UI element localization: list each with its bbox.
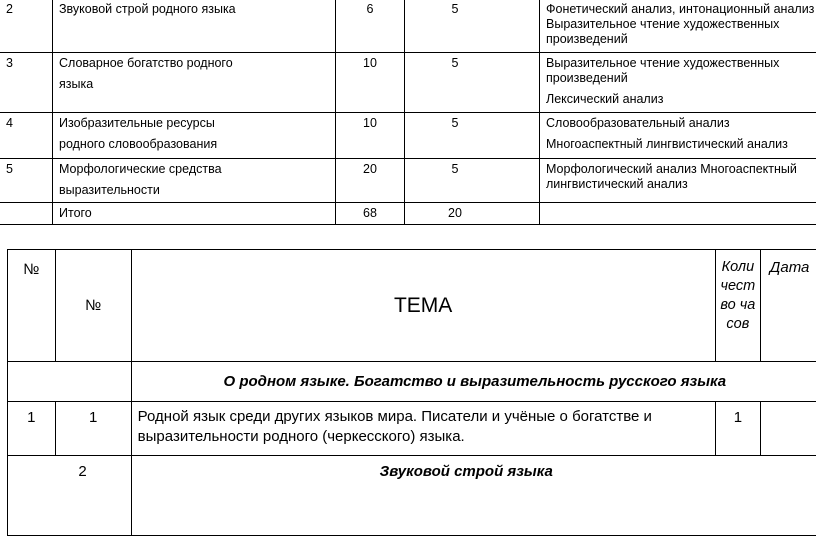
- total-hours: [336, 203, 405, 225]
- row-number: [0, 113, 53, 159]
- total-hours-text: 10: [363, 116, 377, 130]
- section-name-line: родного словообразования: [59, 137, 331, 152]
- lesson-number-2: 1: [55, 402, 131, 456]
- activity-form-line: Морфологический анализ Многоаспектный лингвистический анализ: [546, 162, 816, 192]
- row-number-text: 3: [6, 56, 13, 70]
- total-hours-text: 20: [363, 162, 377, 176]
- activity-forms: [540, 0, 816, 53]
- table-row: [0, 0, 816, 53]
- activity-forms: [540, 113, 816, 159]
- total-hours: [336, 0, 405, 53]
- section-name-line: Итого: [59, 206, 331, 221]
- total-hours-text: 68: [363, 206, 377, 220]
- hours-second-text: 20: [448, 206, 462, 220]
- section-name-line: Звуковой строй родного языка: [59, 2, 331, 17]
- total-hours: [336, 113, 405, 159]
- table-row: [0, 53, 816, 113]
- subsection-number: 2: [8, 456, 132, 536]
- section-name-line: Изобразительные ресурсы: [59, 116, 331, 131]
- table-row: [0, 159, 816, 203]
- total-hours: [336, 53, 405, 113]
- activity-form-line: Фонетический анализ, интонационный анализ Выразительное чтение художественных произведений: [546, 2, 816, 47]
- total-hours-text: 10: [363, 56, 377, 70]
- section-name: [53, 203, 336, 225]
- activity-forms: [540, 203, 816, 225]
- table-thematic-plan: [7, 249, 816, 536]
- section-name: [53, 53, 336, 113]
- lesson-hours: 1: [715, 402, 761, 456]
- hours-second: [405, 159, 540, 203]
- hours-second: [405, 0, 540, 53]
- hours-second-text: 5: [452, 116, 459, 130]
- hours-second: [405, 113, 540, 159]
- total-hours: [336, 159, 405, 203]
- lesson-theme: Родной язык среди других языков мира. Писатели и учёные о богатстве и выразительности родного (черкесского) языка.: [131, 402, 715, 456]
- section-name-line: Морфологические средства: [59, 162, 331, 177]
- header-number-1: №: [8, 250, 56, 362]
- header-theme: ТЕМА: [131, 250, 715, 362]
- hours-second: [405, 53, 540, 113]
- table-row: [0, 113, 816, 159]
- header-number-2: №: [55, 250, 131, 362]
- section-name-line: выразительности: [59, 183, 331, 198]
- row-number: [0, 203, 53, 225]
- section-name-line: Словарное богатство родного: [59, 56, 331, 71]
- subsection-row: [8, 456, 816, 536]
- header-hours: [715, 250, 761, 362]
- table-program-sections: [0, 0, 816, 225]
- activity-forms: [540, 159, 816, 203]
- hours-second-text: 5: [452, 162, 459, 176]
- section-title: О родном языке. Богатство и выразительность русского языка: [131, 362, 816, 402]
- activity-form-line: Многоаспектный лингвистический анализ: [546, 137, 816, 152]
- total-hours-text: 6: [367, 2, 374, 16]
- hours-second-text: 5: [452, 56, 459, 70]
- header-row: [8, 250, 816, 362]
- activity-form-line: Выразительное чтение художественных произведений: [546, 56, 816, 86]
- section-name: [53, 113, 336, 159]
- lesson-date: [761, 402, 816, 456]
- activity-forms: [540, 53, 816, 113]
- section-empty-cell: [8, 362, 132, 402]
- row-number: [0, 0, 53, 53]
- lesson-row: [8, 402, 816, 456]
- section-row: [8, 362, 816, 402]
- hours-second: [405, 203, 540, 225]
- section-name: [53, 159, 336, 203]
- hours-second-text: 5: [452, 2, 459, 16]
- header-date: Дата: [761, 250, 816, 362]
- row-number: [0, 159, 53, 203]
- row-number-text: 2: [6, 2, 13, 16]
- row-number-text: 5: [6, 162, 13, 176]
- section-name: [53, 0, 336, 53]
- activity-form-line: Словообразовательный анализ: [546, 116, 816, 131]
- table-row: [0, 203, 816, 225]
- row-number-text: 4: [6, 116, 13, 130]
- row-number: [0, 53, 53, 113]
- section-name-line: языка: [59, 77, 331, 92]
- activity-form-line: Лексический анализ: [546, 92, 816, 107]
- subsection-title: Звуковой строй языка: [131, 456, 816, 536]
- header-hours-text: Количество часов: [718, 258, 758, 334]
- lesson-number-1: 1: [8, 402, 56, 456]
